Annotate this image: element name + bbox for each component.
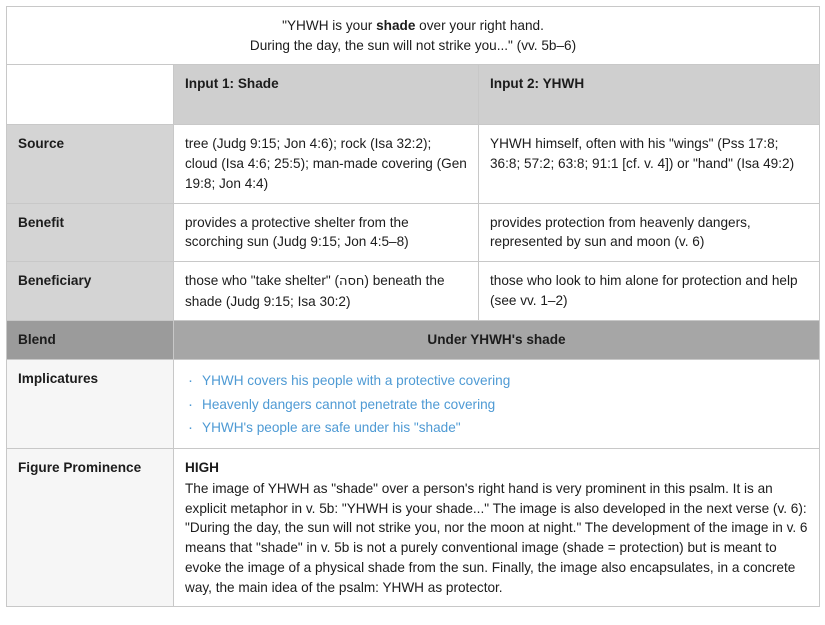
quote-line-2: During the day, the sun will not strike you..." (vv. 5b–6) (249, 37, 577, 53)
cell-benefit-input-1: provides a protective shelter from the scorching sun (Judg 9:15; Jon 4:5–8) (174, 203, 479, 261)
cell-beneficiary-input-1 (174, 261, 479, 321)
row-label-benefit: Benefit (7, 203, 174, 261)
cell-blend-value: Under YHWH's shade (174, 321, 820, 360)
quote-keyword-shade: shade (376, 18, 416, 33)
quote-line-1-post: over your right hand. (415, 18, 544, 33)
cell-implicatures (174, 360, 820, 449)
figure-prominence-rating: HIGH (185, 460, 219, 476)
cell-benefit-input-2: provides protection from heavenly dangers, represented by sun and moon (v. 6) (479, 203, 820, 261)
column-header-input-1: Input 1: Shade (174, 65, 479, 125)
quote-header-cell (7, 7, 820, 65)
implicatures-list (185, 369, 808, 439)
table-row-quote (7, 7, 820, 65)
beneficiary-text-post: ) beneath the shade (Judg 9:15; Isa 30:2) (185, 272, 445, 309)
cell-source-input-2: YHWH himself, often with his "wings" (Pss 17:8; 36:8; 57:2; 63:8; 91:1 [cf. v. 4]) or "hand" (Isa 49:2) (479, 125, 820, 203)
cell-beneficiary-input-2: those who look to him alone for protection and help (see vv. 1–2) (479, 261, 820, 321)
table-row-source (7, 125, 820, 203)
list-item: · Heavenly dangers cannot penetrate the covering (185, 393, 808, 416)
row-label-implicatures: Implicatures (7, 360, 174, 449)
table-row-benefit (7, 203, 820, 261)
conceptual-blend-table (6, 6, 820, 607)
table-row-figure-prominence (7, 449, 820, 607)
quote-line-1 (18, 16, 808, 36)
column-header-blank (7, 65, 174, 125)
list-item: · YHWH's people are safe under his "shade" (185, 416, 808, 439)
hebrew-word-chasah: חסה (338, 273, 365, 289)
cell-source-input-1: tree (Judg 9:15; Jon 4:6); rock (Isa 32:2); cloud (Isa 4:6; 25:5); man-made covering (Gen 19:8; Jon 4:4) (174, 125, 479, 203)
list-item: · YHWH covers his people with a protective covering (185, 369, 808, 392)
quote-line-1-pre: "YHWH is your (282, 18, 377, 33)
column-header-input-2: Input 2: YHWH (479, 65, 820, 125)
table-row-blend (7, 321, 820, 360)
row-label-beneficiary: Beneficiary (7, 261, 174, 321)
row-label-figure-prominence: Figure Prominence (7, 449, 174, 607)
beneficiary-text-pre: those who "take shelter" ( (185, 272, 339, 288)
table-row-implicatures (7, 360, 820, 449)
cell-figure-prominence (174, 449, 820, 607)
figure-prominence-body: The image of YHWH as "shade" over a person's right hand is very prominent in this psalm. It is an explicit metaphor in v. 5b: "YHWH is your shade..." The image is also developed in the next verse (v. 6): "During the day, the sun will not strike you, nor the moon at night." The development of the image in v. 6 means that "shade" in v. 5b is not a purely conventional image (shade = protection) but is meant to evoke the image of a physical shade from the sun. Finally, the image also encapsulates, in a concrete way, the main idea of the psalm: YHWH as protector. (185, 481, 808, 595)
row-label-source: Source (7, 125, 174, 203)
row-label-blend: Blend (7, 321, 174, 360)
table-row-beneficiary (7, 261, 820, 321)
table-row-column-headers (7, 65, 820, 125)
